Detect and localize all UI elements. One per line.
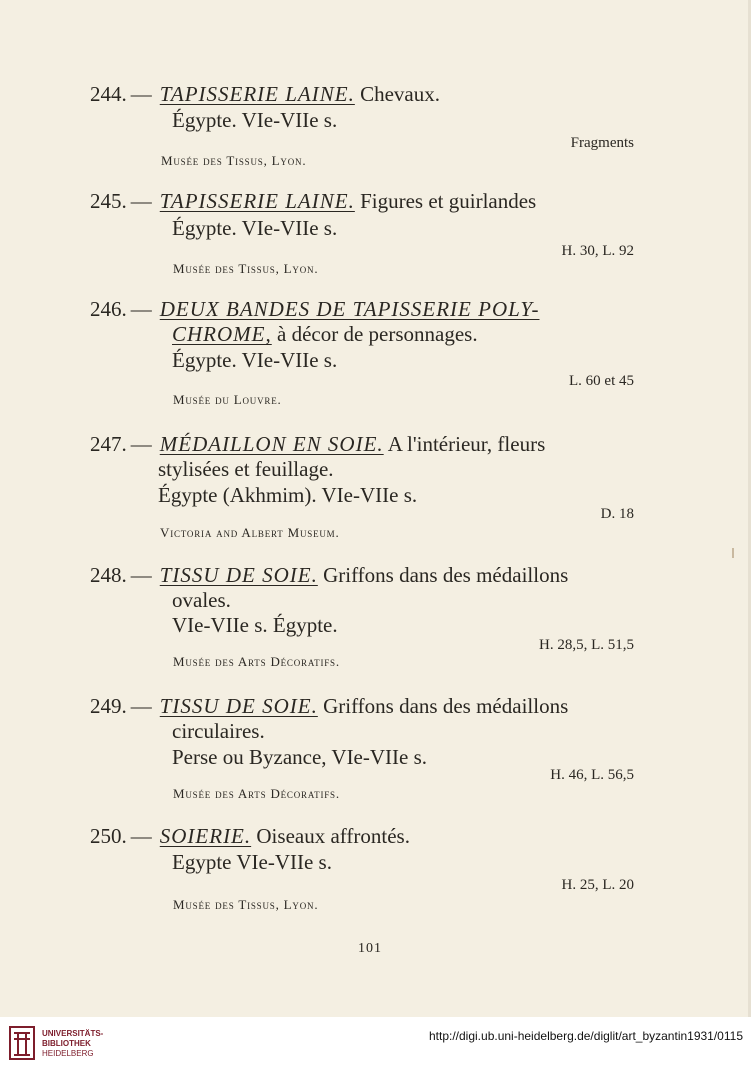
entry-description: A l'intérieur, fleurs [387,432,546,456]
entry-title: MÉDAILLON EN SOIE. [159,432,384,456]
entry-dash: — [130,563,152,587]
entry-title: TAPISSERIE LAINE. [159,82,355,106]
entry-249-heading [90,694,568,718]
entry-dash: — [130,189,152,213]
entry-title: TISSU DE SOIE. [159,694,318,718]
entry-244-museum: Musée des Tissus, Lyon. [161,153,307,168]
entry-dash: — [130,432,152,456]
entry-248-museum: Musée des Arts Décoratifs. [173,654,340,669]
entry-description: Oiseaux affrontés. [256,824,410,848]
library-line-2: BIBLIOTHEK [42,1039,91,1048]
entry-description: Griffons dans des médaillons [323,694,569,718]
library-line-3: HEIDELBERG [42,1049,94,1058]
entry-description: Figures et guirlandes [360,189,537,213]
entry-title: TAPISSERIE LAINE. [159,189,355,213]
entry-247-origin: Égypte (Akhmim). VIe-VIIe s. [158,483,418,507]
entry-247-description-continued: stylisées et feuillage. [158,457,334,481]
entry-number: 246. [90,297,127,321]
library-name [42,1029,103,1059]
entry-246-heading [90,297,540,321]
digitization-footer [0,1017,754,1073]
source-url-link[interactable]: http://digi.ub.uni-heidelberg.de/diglit/art_byzantin1931/0115 [428,1029,743,1043]
entry-title: TISSU DE SOIE. [159,563,318,587]
entry-248-description-continued: ovales. [172,588,231,612]
entry-number: 248. [90,563,127,587]
entry-247-dimensions: D. 18 [600,506,634,522]
entry-250-heading [90,824,410,848]
entry-245-heading [90,189,536,213]
entry-dash: — [130,824,152,848]
entry-250-dimensions: H. 25, L. 20 [561,877,634,893]
entry-description: Griffons dans des médaillons [323,563,569,587]
entry-248-dimensions: H. 28,5, L. 51,5 [539,637,634,653]
entry-249-museum: Musée des Arts Décoratifs. [173,786,340,801]
entry-number: 244. [90,82,127,106]
entry-247-museum: Victoria and Albert Museum. [160,525,340,540]
entry-245-museum: Musée des Tissus, Lyon. [173,261,319,276]
entry-248-heading [90,563,568,587]
page-number: 101 [358,941,382,956]
entry-250-museum: Musée des Tissus, Lyon. [173,897,319,912]
entry-244-origin: Égypte. VIe-VIIe s. [172,108,338,132]
library-logo-icon [8,1025,36,1061]
entry-description: Chevaux. [360,82,440,106]
entry-title: SOIERIE. [159,824,252,848]
entry-number: 250. [90,824,127,848]
entry-244-heading [90,82,440,106]
entry-248-origin: VIe-VIIe s. Égypte. [172,613,338,637]
entry-244-dimensions: Fragments [570,135,634,151]
entry-246-museum: Musée du Louvre. [173,392,282,407]
entry-dash: — [130,297,152,321]
entry-description: à décor de personnages. [277,322,478,346]
entry-247-heading [90,432,545,456]
entry-dash: — [130,82,152,106]
entry-249-origin: Perse ou Byzance, VIe-VIIe s. [172,745,428,769]
entry-246-origin: Égypte. VIe-VIIe s. [172,348,338,372]
library-line-1: UNIVERSITÄTS- [42,1029,104,1038]
entry-245-origin: Égypte. VIe-VIIe s. [172,216,338,240]
entry-title: DEUX BANDES DE TAPISSERIE POLY- [159,297,540,321]
entry-245-dimensions: H. 30, L. 92 [561,243,634,259]
entry-249-dimensions: H. 46, L. 56,5 [550,767,634,783]
entry-title-cont: CHROME, [172,322,272,346]
entry-249-description-continued: circulaires. [172,719,265,743]
entry-number: 245. [90,189,127,213]
entry-number: 247. [90,432,127,456]
paper-mark [732,548,734,558]
entry-250-origin: Egypte VIe-VIIe s. [172,850,332,874]
entry-246-dimensions: L. 60 et 45 [569,373,634,389]
entry-dash: — [130,694,152,718]
entry-246-title-continued [172,322,478,346]
entry-number: 249. [90,694,127,718]
